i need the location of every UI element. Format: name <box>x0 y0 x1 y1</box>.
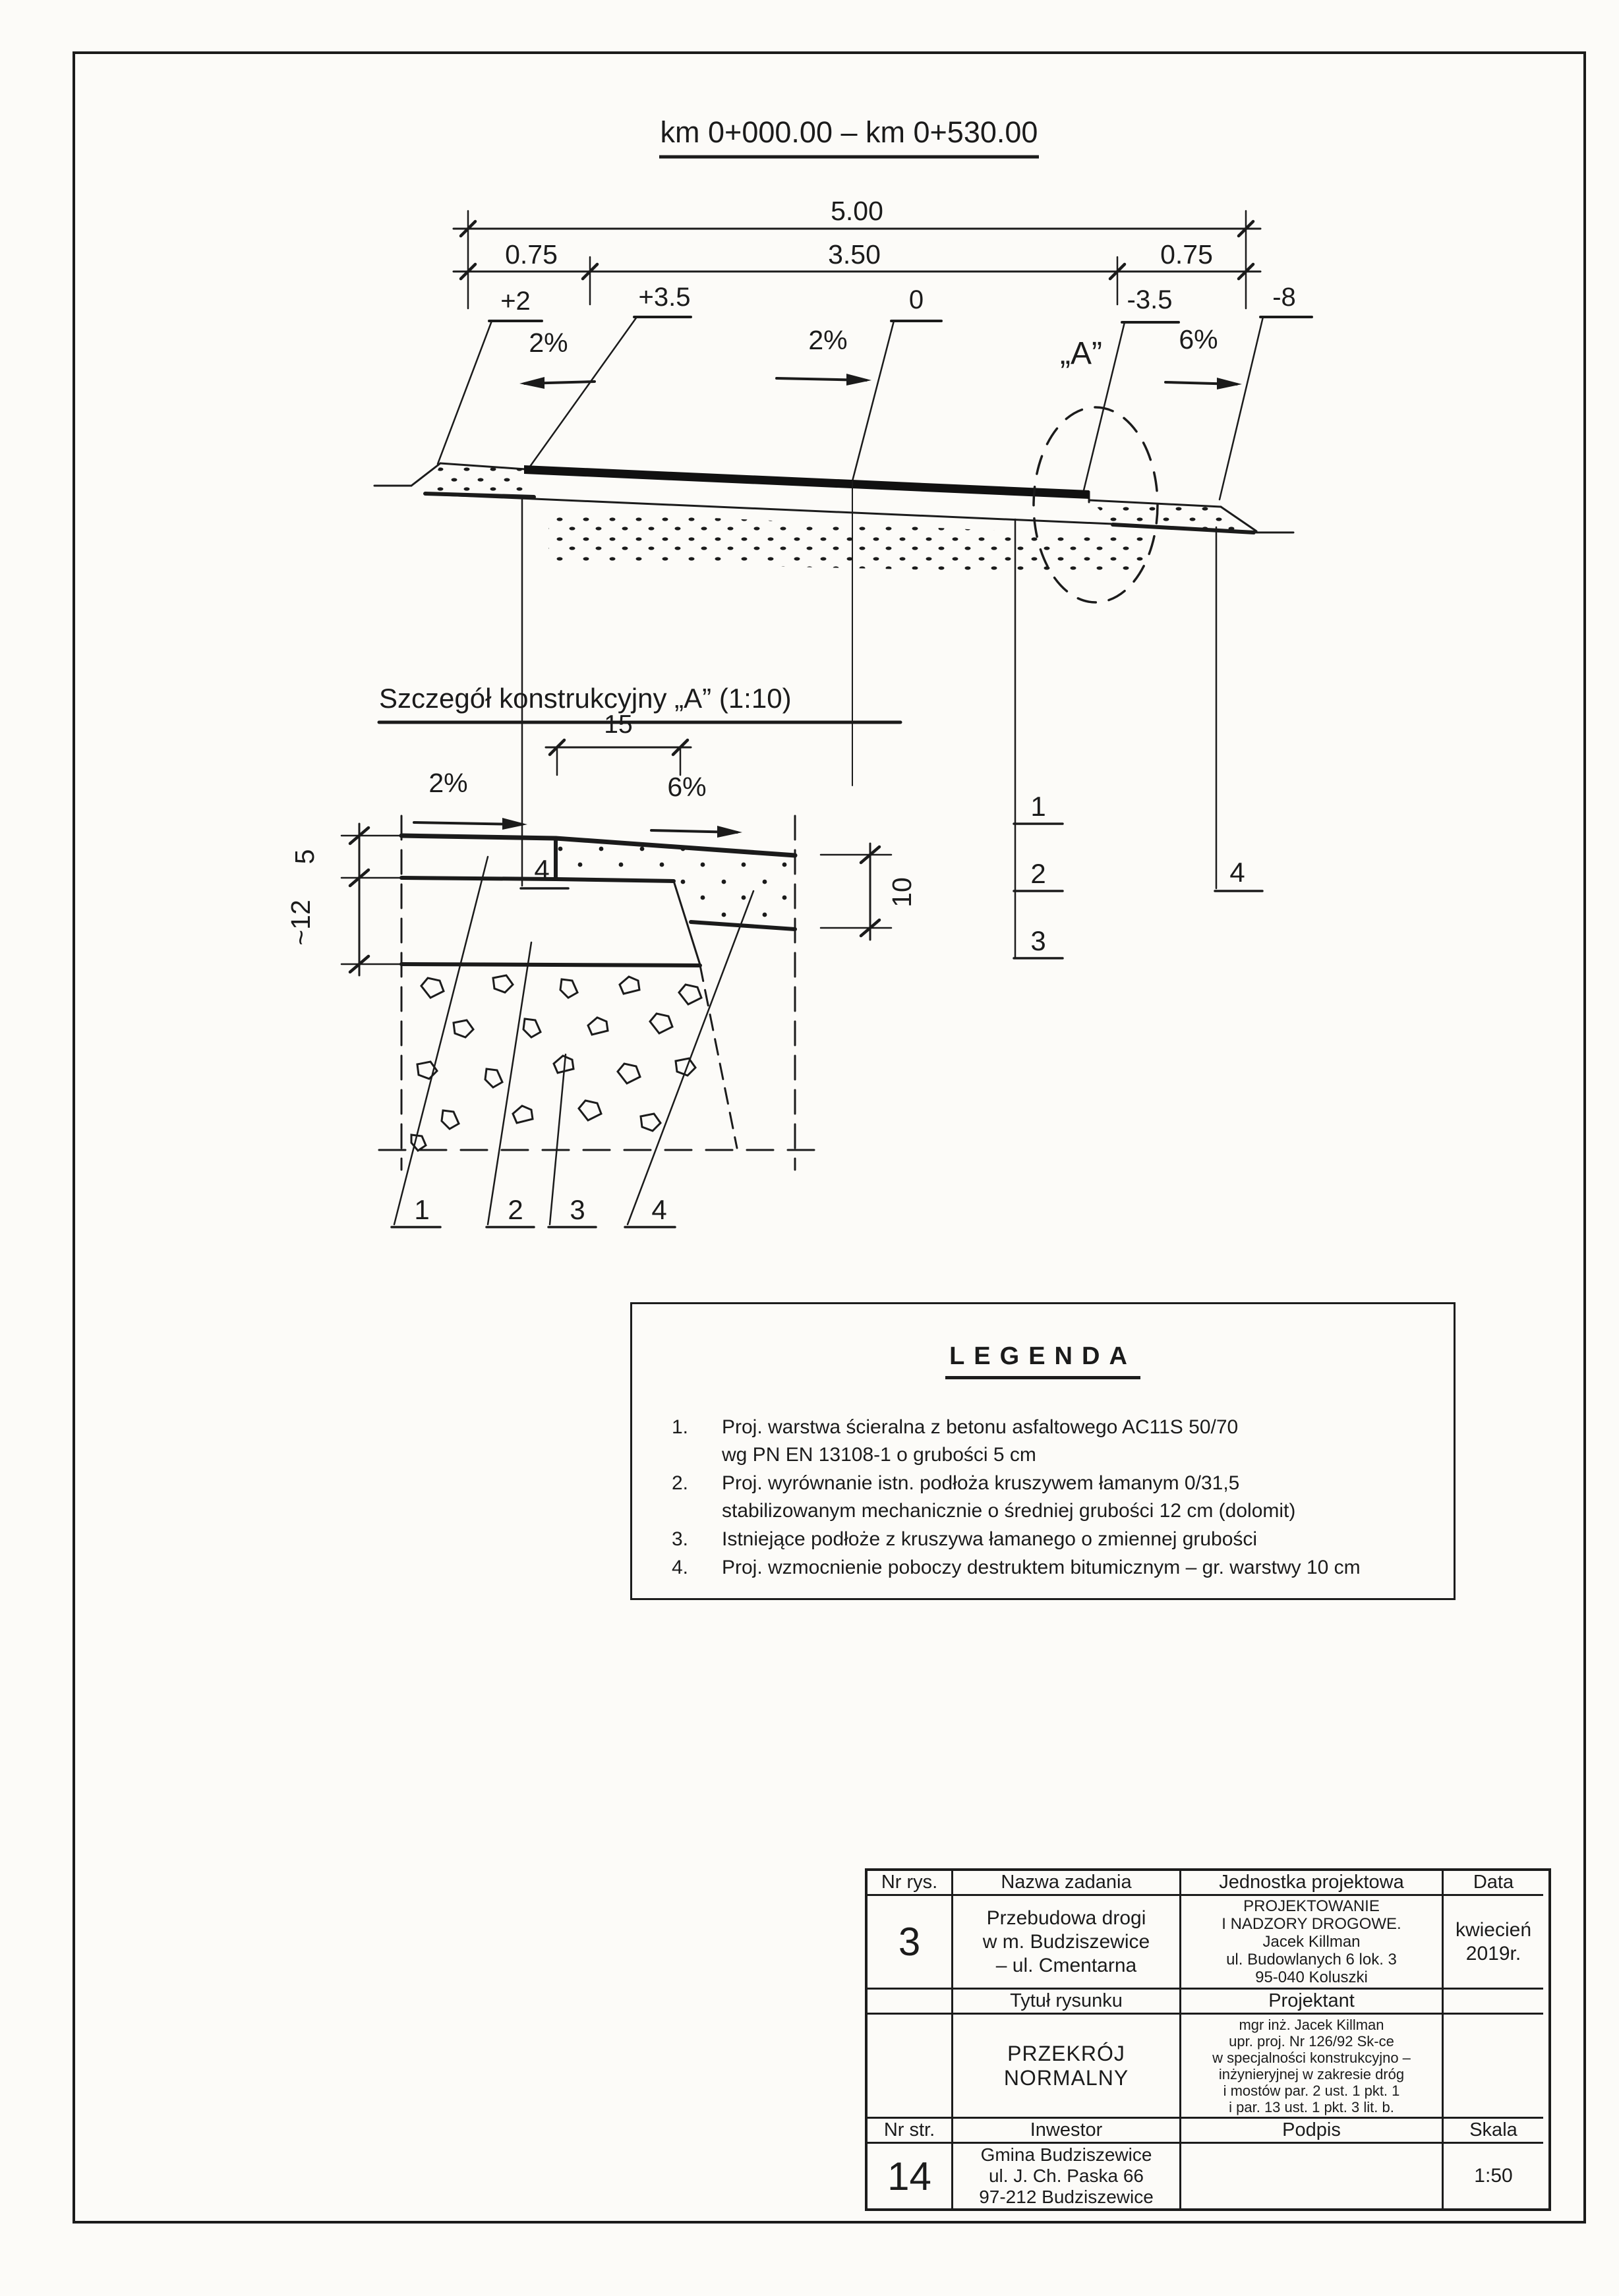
legend-item-number: 3. <box>672 1528 689 1550</box>
detail-slope-right: 6% <box>667 772 707 802</box>
legend-line: Proj. wyrównanie istn. podłoża kruszywem łamanym 0/31,5 <box>722 1472 1240 1494</box>
tb-header-inwestor: Inwestor <box>953 2119 1181 2144</box>
detail-dim-top: 15 <box>604 710 633 739</box>
tb-header-nr-rys: Nr rys. <box>868 1871 953 1896</box>
offset-label: +3.5 <box>638 283 691 312</box>
dim-left-shoulder: 0.75 <box>505 239 558 270</box>
legend-line: Proj. warstwa ścieralna z betonu asfaltowego AC11S 50/70 <box>722 1416 1239 1438</box>
tb-header-nazwa: Nazwa zadania <box>953 1871 1181 1896</box>
dim-total: 5.00 <box>831 196 883 226</box>
slope-labels <box>519 324 1242 389</box>
ref-stack-3: 3 <box>1030 925 1046 956</box>
offset-label: -3.5 <box>1127 285 1173 314</box>
tb-task-name: Przebudowa drogi w m. Budziszewice – ul. Cmentarna <box>953 1896 1181 1990</box>
dim-right-shoulder: 0.75 <box>1160 239 1213 270</box>
slope-left: 2% <box>529 328 568 358</box>
legend-item-number: 1. <box>672 1416 689 1438</box>
tb-header-nr-str: Nr str. <box>868 2119 953 2144</box>
title-block <box>865 1868 1551 2211</box>
offset-label: +2 <box>500 287 531 316</box>
legend-item <box>672 1526 1430 1553</box>
tb-scale: 1:50 <box>1474 2165 1513 2187</box>
arrow-right-icon <box>1217 378 1242 389</box>
offset-label: -8 <box>1272 283 1296 312</box>
legend-box <box>630 1302 1456 1600</box>
tb-drawing-title: PRZEKRÓJ NORMALNY <box>953 2015 1181 2119</box>
legend-item <box>672 1414 1430 1469</box>
arrow-right-icon <box>502 818 527 830</box>
detail-right-dims <box>821 844 917 940</box>
dim-lane: 3.50 <box>828 239 881 270</box>
legend-item-text <box>722 1554 1430 1582</box>
tb-designer: mgr inż. Jacek Killman upr. proj. Nr 126/92 Sk-ce w specjalności konstrukcyjno – inżynieryjnej w zakresie dróg i mostów par. 2 ust. 1 pkt. 1 i par. 13 ust. 1 pkt. 3 lit. b. <box>1181 2015 1444 2119</box>
detail-drawing <box>285 683 917 1227</box>
dim-12: ~12 <box>285 900 316 946</box>
detail-slope-left: 2% <box>428 768 468 798</box>
legend-item <box>672 1554 1430 1582</box>
tb-header-tytul: Tytuł rysunku <box>953 1990 1181 2015</box>
ref-right: 4 <box>1229 857 1245 888</box>
tb-empty-cell <box>868 1990 953 2015</box>
detail-ref-1: 1 <box>414 1194 430 1225</box>
detail-title: Szczegół konstrukcyjny „A” (1:10) <box>379 683 792 714</box>
legend-item-number: 4. <box>672 1557 689 1578</box>
tb-empty-cell <box>1444 2015 1543 2119</box>
arrow-right-icon <box>846 374 871 386</box>
tb-investor: Gmina Budziszewice ul. J. Ch. Paska 66 97-212 Budziszewice <box>953 2144 1181 2208</box>
arrow-left-icon <box>519 377 545 389</box>
ref-stack-2: 2 <box>1030 858 1046 889</box>
legend-title-text: LEGENDA <box>945 1342 1140 1379</box>
asphalt-band <box>524 465 1089 499</box>
dim-10: 10 <box>887 877 917 907</box>
slope-right: 6% <box>1179 324 1218 355</box>
subbase-fill <box>548 511 1147 575</box>
tb-header-projektant: Projektant <box>1181 1990 1444 2015</box>
ref-left: 4 <box>534 854 550 885</box>
tb-header-skala: Skala <box>1444 2119 1543 2144</box>
tb-date: kwiecień 2019r. <box>1444 1896 1543 1990</box>
road-profile <box>374 407 1293 786</box>
detail-ref-3: 3 <box>570 1194 585 1225</box>
legend-line: stabilizowanym mechanicznie o średniej grubości 12 cm (dolomit) <box>722 1500 1296 1522</box>
tb-design-unit: PROJEKTOWANIE I NADZORY DROGOWE. Jacek Killman ul. Budowlanych 6 lok. 3 95-040 Koluszki <box>1181 1896 1444 1990</box>
legend-item-text <box>722 1526 1430 1553</box>
legend-items <box>672 1414 1430 1582</box>
legend-item-number: 2. <box>672 1472 689 1494</box>
tb-empty-cell <box>1444 1990 1543 2015</box>
legend-line: wg PN EN 13108-1 o grubości 5 cm <box>722 1444 1036 1466</box>
tb-header-data: Data <box>1444 1871 1543 1896</box>
dim-5: 5 <box>289 849 320 865</box>
detail-ref-2: 2 <box>508 1194 523 1225</box>
sheet-title <box>659 115 1039 157</box>
tb-drawing-number: 3 <box>868 1896 953 1990</box>
legend-title <box>632 1342 1454 1379</box>
tb-page-number: 14 <box>868 2144 953 2208</box>
tb-header-jednostka: Jednostka projektowa <box>1181 1871 1444 1896</box>
legend-line: Proj. wzmocnienie poboczy destruktem bitumicznym – gr. warstwy 10 cm <box>722 1557 1361 1578</box>
arrow-right-icon <box>717 826 742 838</box>
offset-labels <box>438 283 1312 500</box>
offset-label: 0 <box>908 285 924 314</box>
legend-item-text <box>722 1470 1430 1525</box>
rubble-stones <box>411 975 701 1151</box>
detail-ref-4: 4 <box>651 1194 667 1225</box>
detail-mark: „A” <box>1060 336 1102 371</box>
tb-empty-cell <box>868 2015 953 2119</box>
legend-item-text <box>722 1414 1430 1469</box>
tb-signature-cell <box>1181 2144 1444 2208</box>
ref-stack-1: 1 <box>1030 791 1046 822</box>
detail-left-dims <box>285 824 401 975</box>
legend-line: Istniejące podłoże z kruszywa łamanego o zmiennej grubości <box>722 1528 1258 1550</box>
legend-item <box>672 1470 1430 1525</box>
sheet-title-text: km 0+000.00 – km 0+530.00 <box>660 115 1038 149</box>
tb-header-podpis: Podpis <box>1181 2119 1444 2144</box>
slope-center: 2% <box>808 325 848 355</box>
cross-section <box>374 196 1312 958</box>
